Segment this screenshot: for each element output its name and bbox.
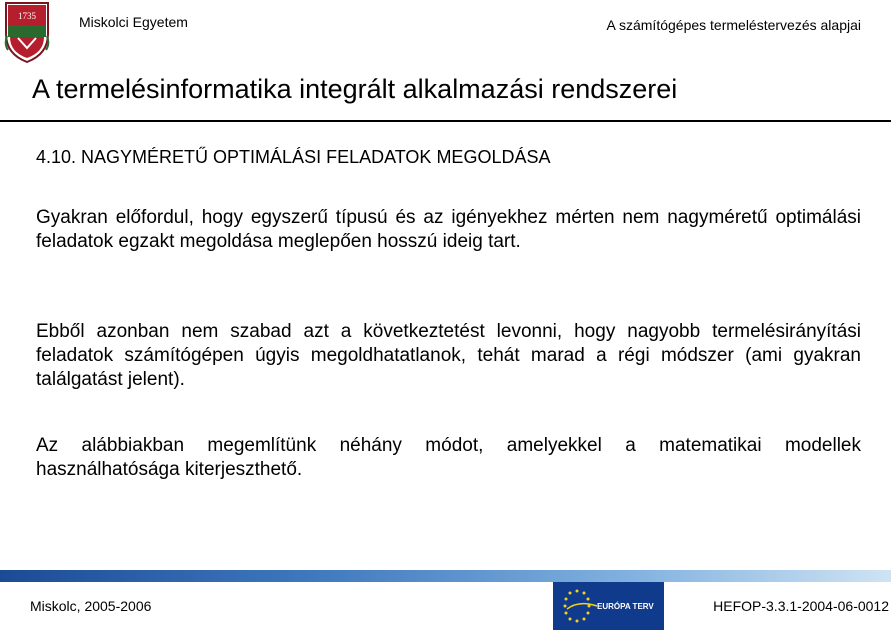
header-university-name: Miskolci Egyetem bbox=[79, 14, 188, 30]
logo-year-text: 1735 bbox=[18, 11, 36, 21]
eu-logo-text: EURÓPA TERV bbox=[597, 602, 654, 611]
section-title: 4.10. NAGYMÉRETŰ OPTIMÁLÁSI FELADATOK MEGOLDÁSA bbox=[36, 147, 551, 167]
eu-logo bbox=[553, 582, 664, 630]
title-divider bbox=[0, 120, 891, 122]
page-title: A termelésinformatika integrált alkalmazási rendszerei bbox=[32, 74, 678, 104]
paragraph-2: Ebből azonban nem szabad azt a következtetést levonni, hogy nagyobb termelésirányítási feladatok számítógépen úgyis megoldhatatlanok, tehát marad a régi módszer (ami gyakran találgatást jelent). bbox=[36, 321, 861, 390]
header-course-title: A számítógépes termeléstervezés alapjai bbox=[606, 17, 861, 33]
university-coat-of-arms-icon bbox=[4, 0, 50, 64]
paragraph-1: Gyakran előfordul, hogy egyszerű típusú és az igényekhez mérten nem nagyméretű optimálási feladatok egzakt megoldása meglepően hosszú ideig tart. bbox=[36, 207, 861, 252]
footer-project-code: HEFOP-3.3.1-2004-06-0012 bbox=[713, 598, 889, 614]
footer-location-date: Miskolc, 2005-2006 bbox=[30, 598, 152, 614]
footer-gradient-bar bbox=[0, 570, 891, 582]
paragraph-3: Az alábbiakban megemlítünk néhány módot, amelyekkel a matematikai modellek használhatósága kiterjeszthető. bbox=[36, 435, 861, 480]
